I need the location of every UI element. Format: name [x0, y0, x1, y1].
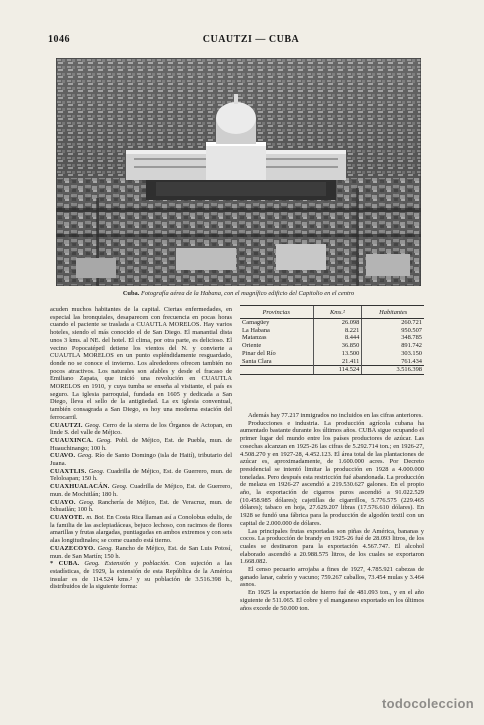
- caption-text: Fotografía aérea de la Habana, con el magnífico edificio del Capitolio en el centro: [140, 290, 355, 297]
- dictionary-entry: [50, 452, 232, 467]
- dictionary-entry: [50, 468, 232, 483]
- page-number: 1046: [48, 34, 70, 45]
- entry-text: Cuadrilla de Méjico, Est. de Guerrero, mun. de Teloloapan; 150 h.: [50, 467, 232, 483]
- entry-text: Rancho de Méjico, Est. de San Luis Potosí, mun. de San Martín; 150 h.: [50, 544, 233, 560]
- page-header: [48, 34, 454, 48]
- province-name: La Habana: [242, 326, 270, 334]
- entry-tag: Geog.: [88, 467, 105, 475]
- entry-text: En Costa Rica llaman así a Conolobus edulis, de la familia de las asclepiadáceas, bejuco lechoso, con racimos de flores amarillas y frutas alargadas, puntiagudas en ambos extremos y con seis alas longitudinales; se come cuando está tierno.: [50, 513, 232, 545]
- left-column: [50, 306, 232, 591]
- dictionary-entry: [50, 514, 232, 545]
- entry-headword: CUAXHUALACÁN.: [50, 483, 110, 491]
- table-row: [240, 327, 424, 335]
- province-area: 8.221: [313, 327, 362, 335]
- table-row: [240, 358, 424, 366]
- dictionary-entry: [50, 422, 232, 437]
- entry-tag: Geog.: [97, 544, 114, 552]
- entry-text: Cuadrilla de Méjico, Est. de Guerrero, mun. de Mochitlán; 180 h.: [50, 483, 232, 498]
- dictionary-entry: [50, 483, 232, 498]
- province-population: 348.785: [362, 334, 424, 342]
- entry-headword: CUAUTZI.: [50, 421, 83, 429]
- paragraph: El censo pecuario arrojaba a fines de 1927, 4.785.921 cabezas de ganado lanar, cabrío y vacuno; 759.267 caballos, 73.454 mulas y 3.464 asnos.: [240, 566, 424, 589]
- column-header: Provincias: [240, 306, 313, 319]
- province-population: 761.434: [362, 358, 424, 366]
- entry-headword: CUAZECOYO.: [50, 544, 96, 552]
- entry-headword: CUAUXINCA.: [50, 436, 94, 444]
- entry-text: Ranchería de Méjico, Est. de Veracruz, mun. de Ixhuatlán; 100 h.: [50, 498, 232, 514]
- paragraph: Además hay 77.217 inmigrados no incluidos en las cifras anteriores.: [248, 412, 423, 419]
- province-area: 8.444: [313, 334, 362, 342]
- dictionary-entry: [50, 437, 232, 452]
- entry-tag: Geog.: [77, 452, 93, 460]
- entry-tag: Geog.: [96, 436, 112, 444]
- aerial-photo-havana: [56, 58, 421, 286]
- entry-text: Con sujeción a las estadísticas, de 1929, la extensión de esta República de la América insular es de 114.524 kms.² y su población de 3.516.398 h., distribuidos de la siguiente forma:: [50, 560, 232, 591]
- paragraph: Producciones e industria. La producción agrícola cubana ha aumentado bastante durante los últimos años. CUBA sigue ocupando el primer lugar del mundo entre los países productores de azúcar. Las cosechas alcanzan en 1925-26 las cifras de 5.292.714 ton.; en 1926-27, 4.508.270 y en 1927-28, 4.452.123. El área total de las plantaciones de azúcar es, aproximadamente, de 1.600.000 acres. Por Decreto presidencial se intentó limitar la producción en 1928 a 4.000.000 toneladas. Pero después esta restricción fué abandonada. La producción de melaza en 1926-27 ascendió a 219.530.627 galones. En el propio año, la exportación de cigarros puros ascendió a 91.022.529 (10.458.985 dólares); cajetillas de cigarrillos, 5.776.575 (229.465 dólares); tabaco en hoja, 27.629.207 libras (17.576.610 dólares). En 1928 se fundó una fábrica para la producción de algodón textil con un capital de 2.000.000 de dólares.: [240, 419, 424, 527]
- entry-headword: CUAYOTE.: [50, 513, 85, 521]
- dictionary-entry: [50, 499, 232, 514]
- aerial-photo-image: [56, 58, 421, 286]
- dictionary-entry: [50, 545, 232, 560]
- table-row: [240, 319, 424, 327]
- total-area: 114.524: [313, 366, 362, 375]
- provinces-table: [240, 305, 424, 375]
- right-column: [240, 412, 424, 612]
- table-row: [240, 350, 424, 358]
- province-name: Oriente: [242, 342, 262, 350]
- province-area: 13.500: [313, 350, 362, 358]
- entry-tag: m. Bot.: [86, 513, 105, 521]
- entry-headword: CUAVO.: [50, 452, 76, 460]
- entry-tag: Geog.: [84, 421, 101, 429]
- entry-headword: CUAYO.: [50, 498, 76, 506]
- entry-headword: * CUBA.: [50, 560, 80, 568]
- province-population: 891.742: [362, 342, 424, 350]
- table-row: [240, 342, 424, 350]
- paragraph: Las principales frutas exportadas son piñas de América, bananas y cocos. La producción de brandy en 1925-26 fué de 28.093 litros, de los cuales se destinaron para la exportación 4.567.747. El alcohol elaborado ascendió a 20.988.575 litros, de los cuales se exportaron 1.668.082.: [240, 527, 424, 566]
- figure-caption: [56, 290, 421, 297]
- province-population: 950.507: [362, 327, 424, 335]
- entry-text: Pobl. de Méjico, Est. de Puebla, mun. de Huauchinango; 100 h.: [50, 436, 232, 452]
- province-name: Camagüey: [242, 319, 270, 326]
- province-area: 21.411: [313, 358, 362, 366]
- province-population: 260.721: [362, 319, 424, 327]
- column-header: Habitantes: [362, 306, 424, 319]
- province-area: 36.850: [313, 342, 362, 350]
- table-row: [240, 334, 424, 342]
- running-title: CUAUTZI — CUBA: [202, 34, 300, 45]
- total-label: [240, 366, 313, 375]
- table-header-row: [240, 306, 424, 319]
- province-name: Matanzas: [242, 334, 267, 342]
- dictionary-entry-cuba: [50, 560, 232, 591]
- entry-tag: Geog. Extensión y población.: [84, 560, 171, 568]
- entry-tag: Geog.: [79, 498, 95, 506]
- total-population: 3.516.398: [362, 366, 424, 375]
- table-total-row: [240, 366, 424, 375]
- province-population: 303.150: [362, 350, 424, 358]
- column-header: Kms.²: [313, 306, 362, 319]
- entry-tag: Geog.: [112, 483, 128, 491]
- caption-lead: Cuba.: [122, 290, 140, 297]
- paragraph: En 1925 la exportación de hierro fué de 481.093 ton., y en el año siguiente de 511.065. El cobre y el manganeso exportado en los últimos años excede de 50.000 ton.: [240, 589, 424, 612]
- province-name: Santa Clara: [242, 357, 272, 365]
- intro-paragraph: acuden muchos habitantes de la capital. Ciertas enfermedades, en especial las bronquiales, desaparecen con frecuencia en pocas horas cuando el paciente se traslada a CUAUTLA MORELOS. Hay varios hoteles, siendo el más conocido el de San Diego. El manantial dista unos 3 kms. al NE. del hotel. El clima, por otra parte, es delicioso. El vecino Popocatépetl detiene los vientos del N. y convierte a CUAUTLA MORELOS en un punto espléndidamente resguardado, donde no se conoce el invierno. Los alrededores ofrecen también no pocos atractivos. Los naturales son afables y desde el fracaso de Emiliano Zapata, que inició una revolución en CUAUTLA MORELOS en 1910, y cuya tumba se enseña al visitante, el país es seguro. La iglesia parroquial, fundada en 1605 y dedicada a San Diego, lleva el sello de la antigüedad. La ex iglesia conventual, también consagrada a San Diego, es hoy una moderna estación del ferrocarril.: [50, 306, 232, 421]
- entry-text: Cerro de la sierra de los Órganos de Actopan, en linde S. del valle de Méjico.: [50, 421, 232, 437]
- entry-text: Río de Santo Domingo (isla de Haití), tributario del Juana.: [50, 452, 232, 468]
- province-area: 26.098: [313, 319, 362, 327]
- entry-headword: CUAXTLIS.: [50, 467, 87, 475]
- watermark: todocoleccion: [381, 696, 474, 711]
- province-name: Pinar del Río: [242, 349, 276, 357]
